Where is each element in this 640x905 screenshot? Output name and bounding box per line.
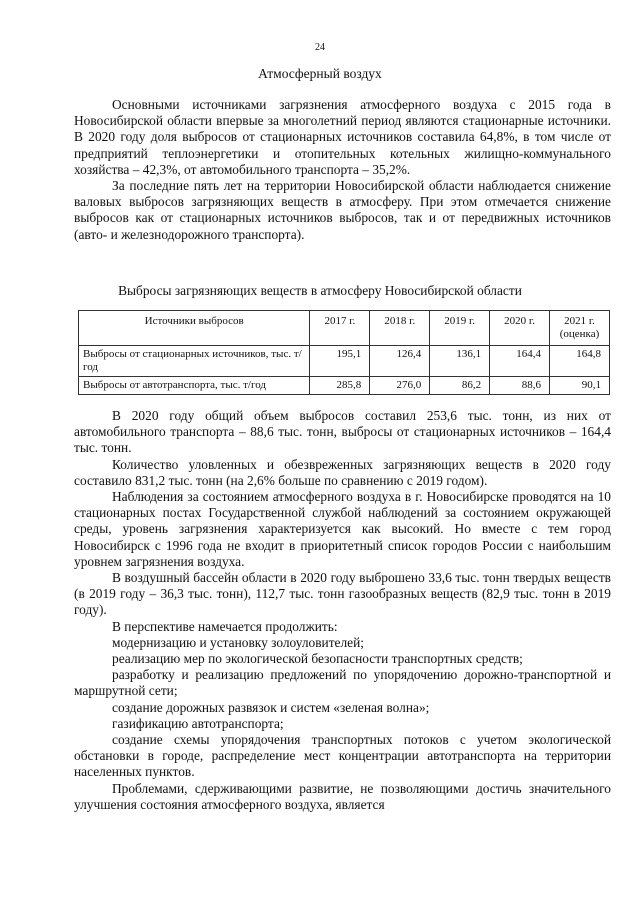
page-number: 24 — [315, 42, 325, 53]
intro-text — [74, 97, 611, 243]
header-2019: 2019 г. — [430, 311, 490, 346]
emissions-table — [78, 310, 610, 395]
table-row — [79, 377, 610, 395]
row-source-label: Выбросы от стационарных источников, тыс. т/год — [79, 346, 310, 377]
paragraph-air-basin: В воздушный бассейн области в 2020 году выброшено 33,6 тыс. тонн твердых веществ (в 2019 году – 36,3 тыс. тонн), 112,7 тыс. тонн газообразных веществ (82,9 тыс. тонн в 2019 году). — [74, 570, 611, 618]
header-2017: 2017 г. — [310, 311, 370, 346]
body-text — [74, 408, 611, 813]
header-sources: Источники выбросов — [79, 311, 310, 346]
table-header-row — [79, 311, 610, 346]
list-item: газификацию автотранспорта; — [112, 715, 284, 731]
list-item: создание дорожных развязок и систем «зеленая волна»; — [112, 699, 430, 715]
table-cell: 195,1 — [310, 346, 370, 377]
intro-paragraph-2: За последние пять лет на территории Новосибирской области наблюдается снижение валовых выбросов загрязняющих веществ в атмосферу. При этом отмечается снижение выбросов как от стационарных источников выбросов, так и от передвижных источников (авто- и железнодорожного транспорта). — [74, 178, 611, 242]
table-cell: 276,0 — [370, 377, 430, 395]
section-title: Атмосферный воздух — [258, 66, 382, 81]
list-item: модернизацию и установку золоуловителей; — [112, 634, 365, 650]
header-2020: 2020 г. — [490, 311, 550, 346]
paragraph-problems: Проблемами, сдерживающими развитие, не позволяющими достичь значительного улучшения состояния атмосферного воздуха, является — [74, 780, 611, 812]
measures-list — [74, 635, 611, 781]
table-caption: Выбросы загрязняющих веществ в атмосферу Новосибирской области — [118, 283, 522, 298]
paragraph-total-emissions: В 2020 году общий объем выбросов составил 253,6 тыс. тонн, из них от автомобильного транспорта – 88,6 тыс. тонн, выбросы от стационарных источников – 164,4 тыс. тонн. — [74, 408, 611, 456]
header-2021: 2021 г. (оценка) — [550, 311, 610, 346]
paragraph-prospects: В перспективе намечается продолжить: — [112, 618, 338, 634]
table-cell: 126,4 — [370, 346, 430, 377]
paragraph-monitoring: Наблюдения за состоянием атмосферного воздуха в г. Новосибирске проводятся на 10 стационарных постах Государственной службой наблюдений за состоянием окружающей среды, уровень загрязнения характеризуется как высокий. Но вместе с тем город Новосибирск с 1996 года не входит в приоритетный список городов России с наибольшим уровнем загрязнения воздуха. — [74, 489, 611, 569]
header-2018: 2018 г. — [370, 311, 430, 346]
list-item: разработку и реализацию предложений по упорядочению дорожно-транспортной и маршрутной сети; — [74, 667, 611, 699]
intro-paragraph-1: Основными источниками загрязнения атмосферного воздуха с 2015 года в Новосибирской области впервые за многолетний период являются стационарные источники. В 2020 году доля выбросов от стационарных источников составила 64,8%, в том числе от предприятий теплоэнергетики и отопительных котельных жилищно-коммунального хозяйства – 42,3%, от автомобильного транспорта – 35,2%. — [74, 97, 611, 177]
list-item: реализацию мер по экологической безопасности транспортных средств; — [112, 651, 523, 667]
list-item: создание схемы упорядочения транспортных потоков с учетом экологической обстановки в городе, распределение мест концентрации автотранспорта на территории населенных пунктов. — [74, 732, 611, 780]
table-cell: 164,8 — [550, 346, 610, 377]
table-cell: 90,1 — [550, 377, 610, 395]
table-cell: 136,1 — [430, 346, 490, 377]
table-cell: 86,2 — [430, 377, 490, 395]
table-cell: 285,8 — [310, 377, 370, 395]
table-cell: 88,6 — [490, 377, 550, 395]
paragraph-captured-substances: Количество уловленных и обезвреженных загрязняющих веществ в 2020 году составило 831,2 тыс. тонн (на 2,6% больше по сравнению с 2019 годом). — [74, 456, 611, 488]
table-cell: 164,4 — [490, 346, 550, 377]
table-row — [79, 346, 610, 377]
row-source-label: Выбросы от автотранспорта, тыс. т/год — [79, 377, 310, 395]
